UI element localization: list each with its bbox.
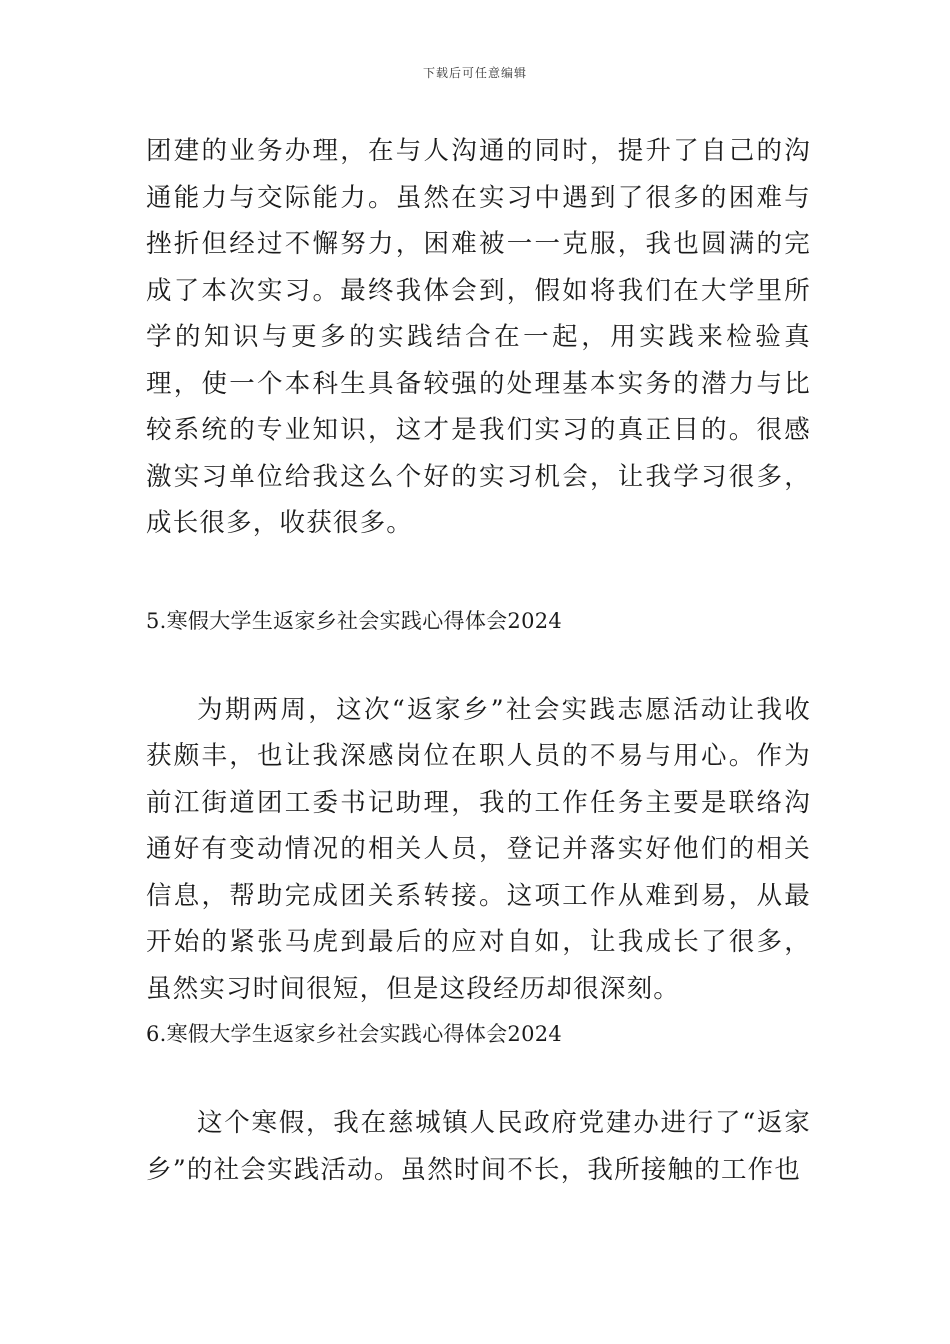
section-heading-5: 5.寒假大学生返家乡社会实践心得体会2024 bbox=[146, 608, 563, 633]
paragraph-section-6: 这个寒假，我在慈城镇人民政府党建办进行了“返家乡”的社会实践活动。虽然时间不长，我所接触的工作也 bbox=[146, 1108, 811, 1185]
paragraph-section-5: 为期两周，这次“返家乡”社会实践志愿活动让我收获颇丰，也让我深感岗位在职人员的不易与用心。作为前江街道团工委书记助理，我的工作任务主要是联络沟通好有变动情况的相关人员，登记并落实好他们的相关信息，帮助完成团关系转接。这项工作从难到易，从最开始的紧张马虎到最后的应对自如，让我成长了很多，虽然实习时间很短，但是这段经历却很深刻。 bbox=[146, 694, 811, 1004]
page-header: 下载后可任意编辑 bbox=[422, 66, 527, 80]
paragraph-continuation: 团建的业务办理，在与人沟通的同时，提升了自己的沟通能力与交际能力。虽然在实习中遇到了很多的困难与挫折但经过不懈努力，困难被一一克服，我也圆满的完成了本次实习。最终我体会到，假如将我们在大学里所学的知识与更多的实践结合在一起，用实践来检验真理，使一个本科生具备较强的处理基本实务的潜力与比较系统的专业知识，这才是我们实习的真正目的。很感激实习单位给我这么个好的实习机会，让我学习很多，成长很多，收获很多。 bbox=[146, 136, 811, 538]
section-heading-6: 6.寒假大学生返家乡社会实践心得体会2024 bbox=[146, 1022, 563, 1046]
document-body bbox=[146, 128, 811, 1193]
